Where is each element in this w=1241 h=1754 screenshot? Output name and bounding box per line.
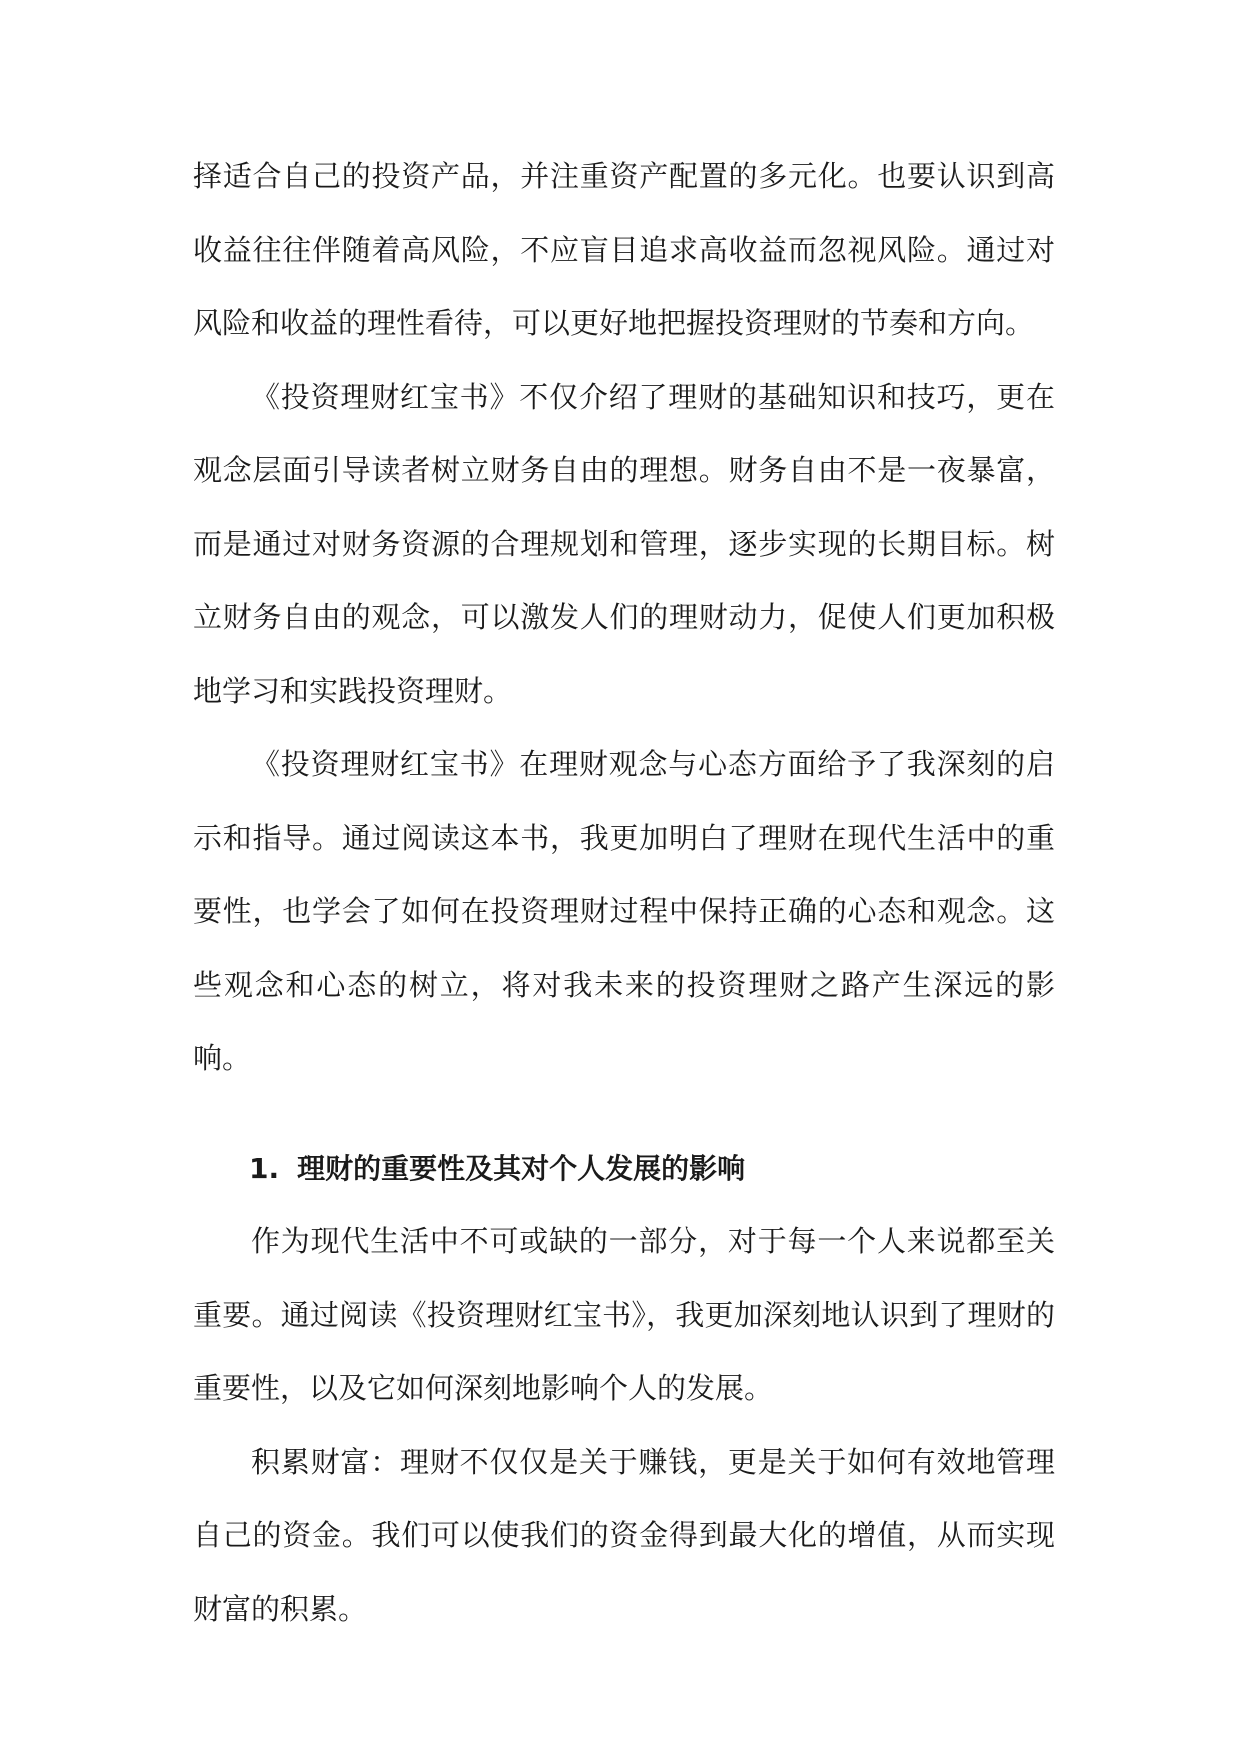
section-title: 理财的重要性及其对个人发展的影响 [297,1151,746,1185]
paragraph-continuation: 择适合自己的投资产品，并注重资产配置的多元化。也要认识到高收益往往伴随着高风险，不应盲目追求高收益而忽视风险。通过对风险和收益的理性看待，可以更好地把握投资理财的节奏和方向。 [193,159,1055,340]
paragraph-importance: 作为现代生活中不可或缺的一部分，对于每一个人来说都至关重要。通过阅读《投资理财红宝书》，我更加深刻地认识到了理财的重要性，以及它如何深刻地影响个人的发展。 [193,1224,1055,1405]
document-body [193,140,1055,1646]
paragraph-financial-freedom: 《投资理财红宝书》不仅介绍了理财的基础知识和技巧，更在观念层面引导读者树立财务自由的理想。财务自由不是一夜暴富，而是通过对财务资源的合理规划和管理，逐步实现的长期目标。树立财务自由的观念，可以激发人们的理财动力，促使人们更加积极地学习和实践投资理财。 [193,379,1055,708]
paragraph-mindset-summary: 《投资理财红宝书》在理财观念与心态方面给予了我深刻的启示和指导。通过阅读这本书，我更加明白了理财在现代生活中的重要性，也学会了如何在投资理财过程中保持正确的心态和观念。这些观念和心态的树立，将对我未来的投资理财之路产生深远的影响。 [193,747,1055,1075]
section-number: 1. [249,1151,280,1185]
section-heading [193,1132,1055,1206]
paragraph-wealth-accumulation: 积累财富：理财不仅仅是关于赚钱，更是关于如何有效地管理自己的资金。我们可以使我们的资金得到最大化的增值，从而实现财富的积累。 [193,1444,1055,1626]
